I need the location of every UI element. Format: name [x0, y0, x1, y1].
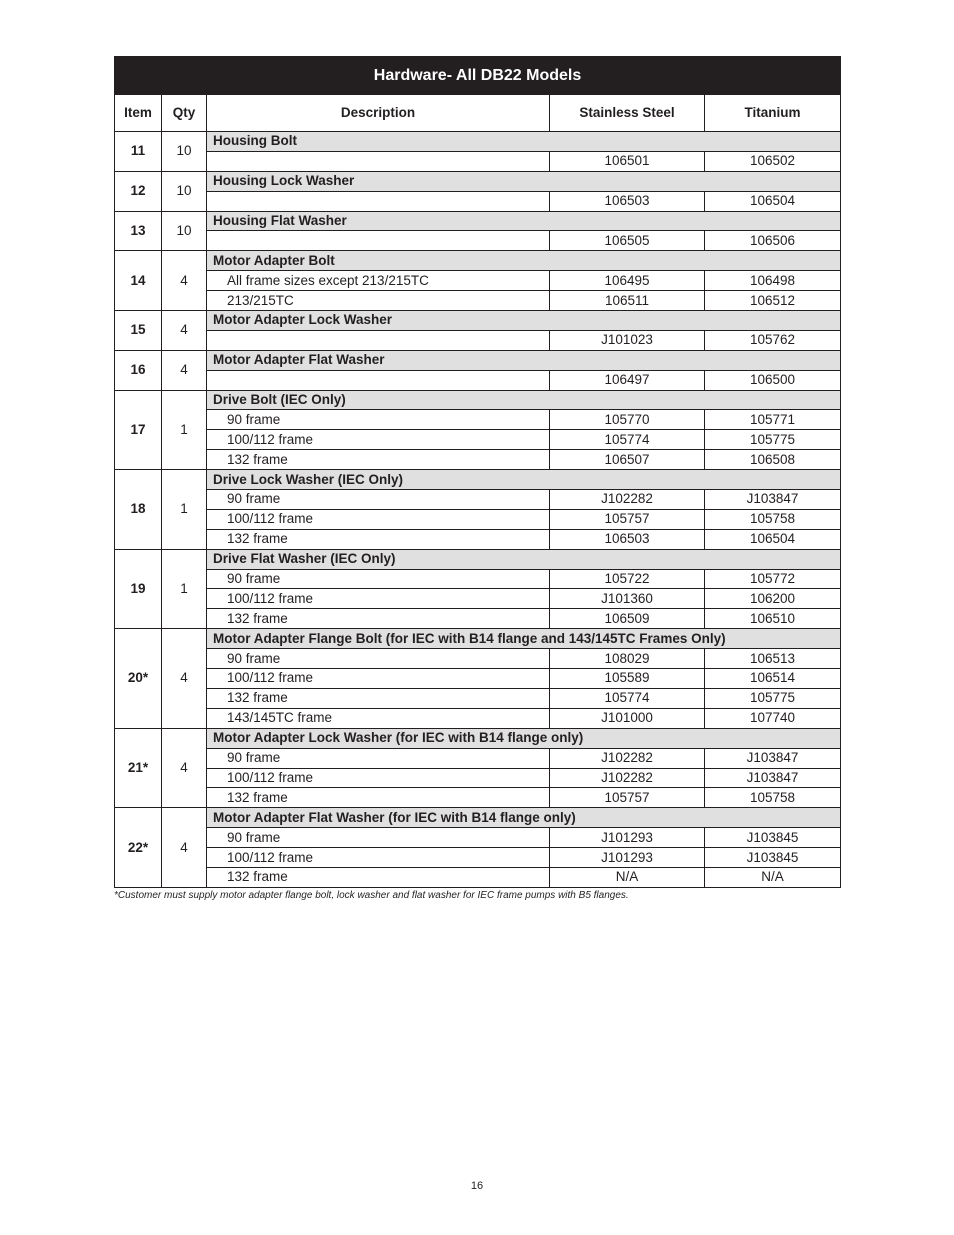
table-row: [115, 848, 841, 868]
part-description: 143/145TC frame: [207, 708, 550, 728]
item-number: 14: [115, 251, 162, 311]
part-description: All frame sizes except 213/215TC: [207, 271, 550, 291]
stainless-steel-part-number: 106509: [550, 609, 705, 629]
part-group-title: Housing Lock Washer: [207, 171, 841, 191]
header-row: [115, 95, 841, 132]
part-description: [207, 151, 550, 171]
item-number: 15: [115, 311, 162, 351]
table-row: [115, 828, 841, 848]
titanium-part-number: 107740: [705, 708, 841, 728]
stainless-steel-part-number: 105589: [550, 669, 705, 689]
titanium-part-number: J103847: [705, 490, 841, 510]
item-number: 20*: [115, 629, 162, 728]
part-description: 132 frame: [207, 688, 550, 708]
table-row: [115, 490, 841, 510]
part-group-title: Housing Bolt: [207, 132, 841, 152]
group-title-row: [115, 808, 841, 828]
quantity: 1: [162, 470, 207, 550]
group-title-row: [115, 629, 841, 649]
part-description: 100/112 frame: [207, 848, 550, 868]
table-row: [115, 231, 841, 251]
stainless-steel-part-number: 106505: [550, 231, 705, 251]
part-description: 132 frame: [207, 450, 550, 470]
stainless-steel-part-number: 105774: [550, 688, 705, 708]
part-description: [207, 370, 550, 390]
quantity: 4: [162, 251, 207, 311]
stainless-steel-part-number: 105722: [550, 569, 705, 589]
stainless-steel-part-number: J101360: [550, 589, 705, 609]
titanium-part-number: J103845: [705, 828, 841, 848]
item-number: 16: [115, 350, 162, 390]
table-row: [115, 410, 841, 430]
part-description: 132 frame: [207, 529, 550, 549]
quantity: 4: [162, 808, 207, 888]
quantity: 4: [162, 311, 207, 351]
table-row: [115, 191, 841, 211]
part-description: 90 frame: [207, 649, 550, 669]
stainless-steel-part-number: J102282: [550, 768, 705, 788]
titanium-part-number: 106498: [705, 271, 841, 291]
part-group-title: Motor Adapter Lock Washer (for IEC with B14 flange only): [207, 728, 841, 748]
stainless-steel-part-number: 106497: [550, 370, 705, 390]
titanium-part-number: 105758: [705, 788, 841, 808]
stainless-steel-part-number: J102282: [550, 490, 705, 510]
table-row: [115, 450, 841, 470]
titanium-part-number: J103847: [705, 748, 841, 768]
part-description: [207, 231, 550, 251]
part-description: [207, 191, 550, 211]
table-row: [115, 708, 841, 728]
part-description: 90 frame: [207, 748, 550, 768]
titanium-part-number: 106513: [705, 649, 841, 669]
stainless-steel-part-number: 106507: [550, 450, 705, 470]
part-group-title: Drive Lock Washer (IEC Only): [207, 470, 841, 490]
part-description: 213/215TC: [207, 291, 550, 311]
quantity: 10: [162, 211, 207, 251]
table-row: [115, 330, 841, 350]
titanium-part-number: 105772: [705, 569, 841, 589]
group-title-row: [115, 728, 841, 748]
stainless-steel-part-number: J101293: [550, 828, 705, 848]
hardware-table: [114, 56, 841, 888]
header-qty: Qty: [162, 95, 207, 132]
titanium-part-number: 106514: [705, 669, 841, 689]
part-description: 132 frame: [207, 609, 550, 629]
stainless-steel-part-number: J101293: [550, 848, 705, 868]
stainless-steel-part-number: J102282: [550, 748, 705, 768]
part-description: 90 frame: [207, 410, 550, 430]
part-description: 90 frame: [207, 828, 550, 848]
table-row: [115, 370, 841, 390]
quantity: 10: [162, 132, 207, 172]
quantity: 4: [162, 350, 207, 390]
quantity: 10: [162, 171, 207, 211]
group-title-row: [115, 470, 841, 490]
part-description: 90 frame: [207, 569, 550, 589]
table-row: [115, 748, 841, 768]
table-row: [115, 688, 841, 708]
stainless-steel-part-number: J101000: [550, 708, 705, 728]
table-row: [115, 291, 841, 311]
footnote: *Customer must supply motor adapter flange bolt, lock washer and flat washer for IEC frame pumps with B5 flanges.: [114, 890, 629, 901]
titanium-part-number: 106502: [705, 151, 841, 171]
group-title-row: [115, 171, 841, 191]
titanium-part-number: J103847: [705, 768, 841, 788]
part-group-title: Motor Adapter Lock Washer: [207, 311, 841, 331]
item-number: 12: [115, 171, 162, 211]
titanium-part-number: 106512: [705, 291, 841, 311]
part-group-title: Motor Adapter Bolt: [207, 251, 841, 271]
part-group-title: Motor Adapter Flat Washer: [207, 350, 841, 370]
titanium-part-number: 105775: [705, 688, 841, 708]
quantity: 4: [162, 629, 207, 728]
table-row: [115, 529, 841, 549]
part-description: 100/112 frame: [207, 768, 550, 788]
item-number: 13: [115, 211, 162, 251]
titanium-part-number: 106508: [705, 450, 841, 470]
stainless-steel-part-number: J101023: [550, 330, 705, 350]
part-description: 100/112 frame: [207, 669, 550, 689]
table-row: [115, 430, 841, 450]
table-row: [115, 768, 841, 788]
item-number: 17: [115, 390, 162, 470]
item-number: 22*: [115, 808, 162, 888]
stainless-steel-part-number: 105774: [550, 430, 705, 450]
titanium-part-number: 106200: [705, 589, 841, 609]
item-number: 19: [115, 549, 162, 629]
page-number: 16: [470, 1180, 484, 1192]
group-title-row: [115, 132, 841, 152]
titanium-part-number: J103845: [705, 848, 841, 868]
table-row: [115, 867, 841, 887]
table-body: [115, 132, 841, 888]
group-title-row: [115, 251, 841, 271]
group-title-row: [115, 390, 841, 410]
part-group-title: Motor Adapter Flange Bolt (for IEC with B14 flange and 143/145TC Frames Only): [207, 629, 841, 649]
quantity: 4: [162, 728, 207, 808]
stainless-steel-part-number: 108029: [550, 649, 705, 669]
header-titanium: Titanium: [705, 95, 841, 132]
group-title-row: [115, 311, 841, 331]
titanium-part-number: 106510: [705, 609, 841, 629]
table-row: [115, 271, 841, 291]
table-row: [115, 649, 841, 669]
item-number: 11: [115, 132, 162, 172]
titanium-part-number: 105762: [705, 330, 841, 350]
titanium-part-number: 106500: [705, 370, 841, 390]
table-row: [115, 788, 841, 808]
stainless-steel-part-number: 106501: [550, 151, 705, 171]
titanium-part-number: N/A: [705, 867, 841, 887]
part-description: 100/112 frame: [207, 509, 550, 529]
item-number: 18: [115, 470, 162, 550]
header-description: Description: [207, 95, 550, 132]
stainless-steel-part-number: 105757: [550, 788, 705, 808]
stainless-steel-part-number: 105757: [550, 509, 705, 529]
stainless-steel-part-number: 105770: [550, 410, 705, 430]
item-number: 21*: [115, 728, 162, 808]
titanium-part-number: 106504: [705, 191, 841, 211]
stainless-steel-part-number: 106511: [550, 291, 705, 311]
part-description: 100/112 frame: [207, 589, 550, 609]
stainless-steel-part-number: 106503: [550, 529, 705, 549]
part-group-title: Housing Flat Washer: [207, 211, 841, 231]
group-title-row: [115, 211, 841, 231]
part-description: 100/112 frame: [207, 430, 550, 450]
table-row: [115, 669, 841, 689]
titanium-part-number: 106506: [705, 231, 841, 251]
table-row: [115, 589, 841, 609]
titanium-part-number: 105771: [705, 410, 841, 430]
table-row: [115, 509, 841, 529]
group-title-row: [115, 350, 841, 370]
stainless-steel-part-number: 106503: [550, 191, 705, 211]
part-description: 90 frame: [207, 490, 550, 510]
header-stainless-steel: Stainless Steel: [550, 95, 705, 132]
titanium-part-number: 105775: [705, 430, 841, 450]
part-group-title: Drive Flat Washer (IEC Only): [207, 549, 841, 569]
table-title: Hardware- All DB22 Models: [115, 57, 841, 95]
part-description: [207, 330, 550, 350]
stainless-steel-part-number: N/A: [550, 867, 705, 887]
part-group-title: Drive Bolt (IEC Only): [207, 390, 841, 410]
quantity: 1: [162, 549, 207, 629]
part-group-title: Motor Adapter Flat Washer (for IEC with B14 flange only): [207, 808, 841, 828]
quantity: 1: [162, 390, 207, 470]
titanium-part-number: 105758: [705, 509, 841, 529]
header-item: Item: [115, 95, 162, 132]
table-row: [115, 569, 841, 589]
titanium-part-number: 106504: [705, 529, 841, 549]
group-title-row: [115, 549, 841, 569]
table-title-row: [115, 57, 841, 95]
stainless-steel-part-number: 106495: [550, 271, 705, 291]
table-row: [115, 609, 841, 629]
part-description: 132 frame: [207, 867, 550, 887]
part-description: 132 frame: [207, 788, 550, 808]
table-row: [115, 151, 841, 171]
